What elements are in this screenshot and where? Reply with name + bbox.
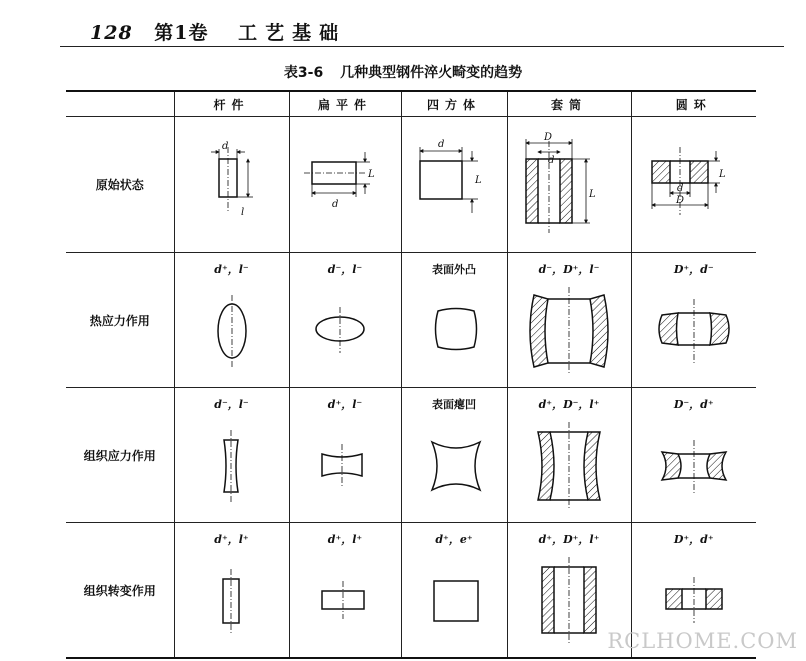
column-header: 杆件 — [174, 91, 289, 117]
figure-cell — [289, 523, 401, 659]
table-number: 表3-6 — [283, 65, 324, 81]
dimension-label: D — [544, 132, 553, 143]
dimension-label: d — [548, 155, 555, 166]
sleeve-structural-figure — [508, 410, 630, 514]
column-header: 套筒 — [507, 91, 631, 117]
header-row — [66, 91, 756, 117]
figure-cell — [631, 117, 756, 253]
header-rule — [60, 46, 784, 47]
distortion-table — [66, 90, 756, 659]
column-header: 圆环 — [631, 91, 756, 117]
trend-note: d⁻，l⁻ — [214, 398, 249, 411]
cube-structural-figure — [402, 410, 510, 514]
figure-cell — [401, 523, 507, 659]
table-caption — [0, 62, 806, 82]
column-header: 扁平件 — [289, 91, 401, 117]
ring-structural-figure — [632, 410, 756, 514]
dimension-label: d — [676, 183, 684, 194]
trend-note: d⁺，l⁻ — [327, 398, 363, 411]
ring-thermal-figure — [632, 275, 756, 379]
trend-note: D⁺，d⁺ — [673, 533, 714, 546]
dimension-label: d — [331, 199, 338, 210]
book-section-title: 工艺基础 — [238, 22, 347, 44]
figure-cell — [507, 117, 631, 253]
trend-note: 表面瘪凹 — [432, 398, 476, 411]
figure-cell — [507, 253, 631, 388]
trend-note: d⁺，l⁻ — [214, 263, 249, 276]
cube-original-figure — [402, 117, 510, 235]
figure-cell — [174, 523, 289, 659]
figure-cell — [174, 253, 289, 388]
table-row — [66, 117, 756, 253]
dimension-label: d — [221, 141, 228, 152]
figure-cell — [401, 117, 507, 253]
sleeve-original-figure — [508, 117, 630, 235]
ring-original-figure — [632, 117, 756, 235]
running-head — [90, 18, 346, 45]
cube-transform-figure — [402, 545, 510, 649]
trend-note: d⁺，D⁻，l⁺ — [538, 398, 600, 411]
volume-label: 第1卷 — [154, 22, 209, 44]
dimension-label: D — [675, 195, 684, 206]
figure-cell — [401, 253, 507, 388]
flat-thermal-figure — [290, 275, 402, 379]
trend-note: d⁺，l⁺ — [214, 533, 249, 546]
trend-note: d⁺，l⁺ — [327, 533, 363, 546]
rod-original-figure — [177, 117, 287, 235]
row-label: 原始状态 — [66, 117, 174, 253]
figure-cell — [631, 388, 756, 523]
row-label: 组织应力作用 — [66, 388, 174, 523]
figure-cell — [289, 253, 401, 388]
sleeve-thermal-figure — [508, 275, 630, 379]
trend-note: d⁻，l⁻ — [327, 263, 363, 276]
corner-cell — [66, 91, 174, 117]
row-label: 组织转变作用 — [66, 523, 174, 659]
trend-note: d⁺，e⁺ — [435, 533, 473, 546]
figure-cell — [401, 388, 507, 523]
dimension-label: L — [367, 169, 375, 180]
trend-note: 表面外凸 — [432, 263, 476, 276]
dimension-label: l — [240, 207, 244, 218]
trend-note: d⁺，D⁺，l⁺ — [538, 533, 600, 546]
dimension-label: d — [437, 139, 444, 150]
dimension-label: L — [589, 189, 596, 200]
dimension-label: L — [718, 169, 726, 180]
figure-cell — [174, 117, 289, 253]
table-row — [66, 388, 756, 523]
watermark: RCLHOME.COM — [607, 629, 798, 653]
figure-cell — [631, 253, 756, 388]
figure-cell — [174, 388, 289, 523]
trend-note: d⁻，D⁺，l⁻ — [538, 263, 600, 276]
figure-cell — [289, 388, 401, 523]
dimension-label: L — [474, 175, 482, 186]
flat-original-figure — [290, 117, 402, 235]
rod-structural-figure — [177, 410, 287, 514]
page-number: 128 — [90, 22, 133, 44]
column-header: 四方体 — [401, 91, 507, 117]
rod-transform-figure — [177, 545, 287, 649]
trend-note: D⁺，d⁻ — [673, 263, 714, 276]
rod-thermal-figure — [177, 275, 287, 379]
figure-cell — [289, 117, 401, 253]
cube-thermal-figure — [402, 275, 510, 379]
flat-transform-figure — [290, 545, 402, 649]
flat-structural-figure — [290, 410, 402, 514]
table-title: 几种典型钢件淬火畸变的趋势 — [340, 65, 523, 81]
table-row — [66, 253, 756, 388]
row-label: 热应力作用 — [66, 253, 174, 388]
figure-cell — [507, 388, 631, 523]
trend-note: D⁻，d⁺ — [673, 398, 714, 411]
